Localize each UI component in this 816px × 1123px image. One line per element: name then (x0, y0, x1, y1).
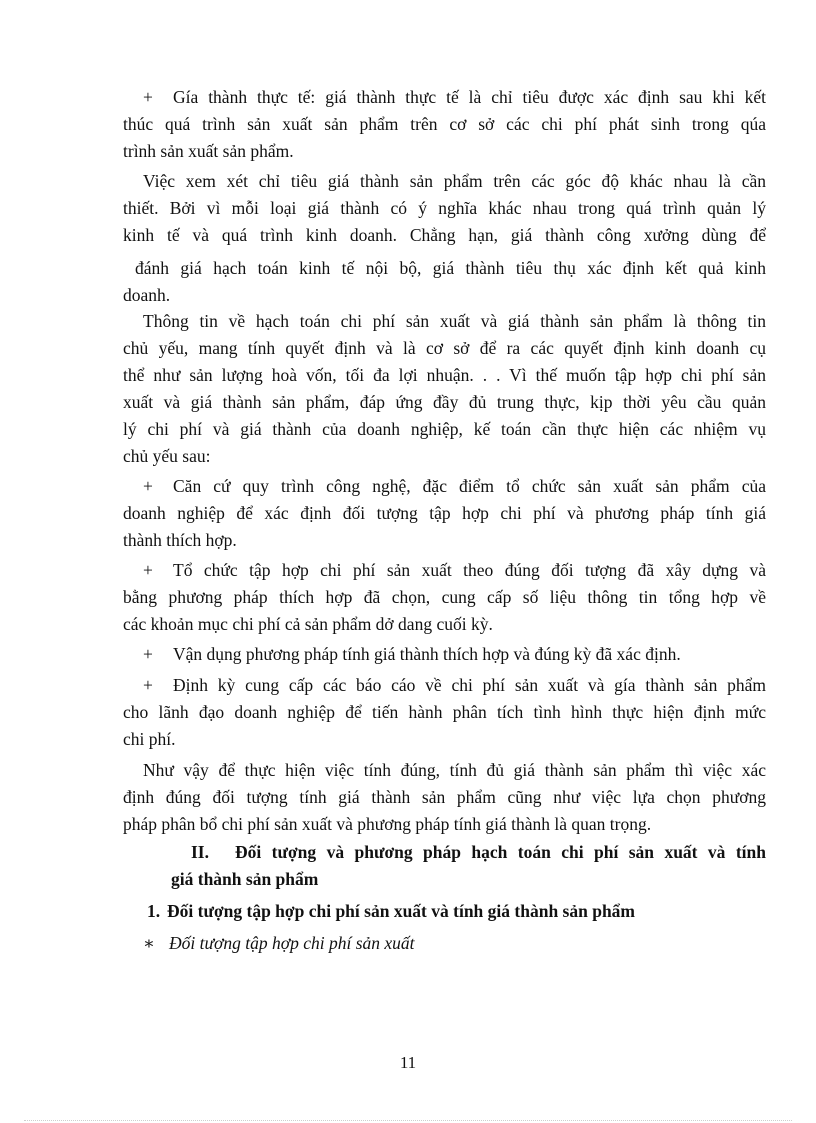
paragraph-line: thể như sản lượng hoà vốn, tối đa lợi nhuận. . . Vì thế muốn tập hợp chi phí sản (123, 365, 766, 385)
italic-item (143, 930, 766, 957)
paragraph-line: thúc quá trình sản xuất sản phẩm trên cơ sở các chi phí phát sinh trong qúa (123, 114, 766, 134)
page-number: 11 (399, 1053, 417, 1072)
paragraph-line: doanh. (123, 285, 171, 305)
paragraph-line: cho lãnh đạo doanh nghiệp để tiến hành phân tích tình hình thực hiện định mức (123, 702, 766, 722)
section-title-line: giá thành sản phẩm (171, 869, 319, 889)
bullet-marker: + (143, 560, 153, 580)
subsection-number: 1. (147, 901, 161, 921)
paragraph-line: Thông tin về hạch toán chi phí sản xuất và giá thành sản phẩm là thông tin (143, 311, 766, 331)
paragraph-to-chuc (143, 557, 766, 584)
paragraph-line: các khoản mục chi phí cả sản phẩm dở dang cuối kỳ. (123, 614, 493, 634)
paragraph-line: thành thích hợp. (123, 530, 237, 550)
bullet-marker: + (143, 476, 153, 496)
bullet-marker: + (143, 675, 153, 695)
paragraph-line: chủ yếu sau: (123, 446, 211, 466)
paragraph-line: Gía thành thực tế: giá thành thực tế là chỉ tiêu được xác định sau khi kết (173, 87, 766, 107)
paragraph-line: lý chi phí và giá thành của doanh nghiệp, kế toán cần thực hiện các nhiệm vụ (123, 419, 766, 439)
paragraph-line: chủ yếu, mang tính quyết định và là cơ sở để ra các quyết định kinh doanh cụ (123, 338, 766, 358)
subsection-heading (147, 898, 766, 925)
paragraph-line: Tổ chức tập hợp chi phí sản xuất theo đúng đối tượng đã xây dựng và (173, 560, 766, 580)
section-number: II. (191, 842, 209, 862)
asterisk-marker: ∗ (143, 933, 155, 953)
paragraph-line: bằng phương pháp thích hợp đã chọn, cung cấp số liệu thông tin tổng hợp về (123, 587, 766, 607)
paragraph-line: Vận dụng phương pháp tính giá thành thích hợp và đúng kỳ đã xác định. (173, 644, 681, 664)
paragraph-gia-thanh-thuc-te (143, 84, 766, 111)
paragraph-line: chi phí. (123, 729, 176, 749)
paragraph-line: Việc xem xét chỉ tiêu giá thành sản phẩm trên các góc độ khác nhau là cần (143, 171, 766, 191)
italic-item-text: Đối tượng tập hợp chi phí sản xuất (169, 933, 415, 953)
section-heading (171, 839, 766, 893)
paragraph-line: Định kỳ cung cấp các báo cáo về chi phí sản xuất và gía thành sản phẩm (173, 675, 766, 695)
paragraph-dinh-ky (143, 672, 766, 699)
paragraph-line: kinh tế và quá trình kinh doanh. Chẳng hạn, giá thành công xưởng dùng để (123, 225, 766, 245)
paragraph-line: pháp phân bổ chi phí sản xuất và phương pháp tính giá thành là quan trọng. (123, 814, 652, 834)
paragraph-van-dung (143, 641, 766, 668)
paragraph-line: đánh giá hạch toán kinh tế nội bộ, giá thành tiêu thụ xác định kết quả kinh (135, 258, 766, 278)
paragraph-line: xuất và giá thành sản phẩm, đáp ứng đầy đủ trung thực, kịp thời yêu cầu quản (123, 392, 766, 412)
paragraph-line: Căn cứ quy trình công nghệ, đặc điểm tổ chức sản xuất sản phẩm của (173, 476, 766, 496)
paragraph-line: thiết. Bởi vì mỗi loại giá thành có ý nghĩa khác nhau trong quá trình quản lý (123, 198, 766, 218)
paragraph-thong-tin (143, 308, 766, 335)
paragraph-viec-xem-xet (143, 168, 766, 195)
paragraph-line: trình sản xuất sản phẩm. (123, 141, 294, 161)
paragraph-can-cu (143, 473, 766, 500)
paragraph-line: Như vậy để thực hiện việc tính đúng, tính đủ giá thành sản phẩm thì việc xác (143, 760, 766, 780)
page-bottom-divider (24, 1120, 792, 1121)
section-title-line: Đối tượng và phương pháp hạch toán chi phí sản xuất và tính (235, 842, 766, 862)
bullet-marker: + (143, 87, 153, 107)
paragraph-line: định đúng đối tượng tính giá thành sản phẩm cũng như việc lựa chọn phương (123, 787, 766, 807)
paragraph-nhu-vay (143, 757, 766, 784)
subsection-title: Đối tượng tập hợp chi phí sản xuất và tính giá thành sản phẩm (167, 901, 636, 921)
paragraph-line: doanh nghiệp để xác định đối tượng tập hợp chi phí và phương pháp tính giá (123, 503, 766, 523)
bullet-marker: + (143, 644, 153, 664)
